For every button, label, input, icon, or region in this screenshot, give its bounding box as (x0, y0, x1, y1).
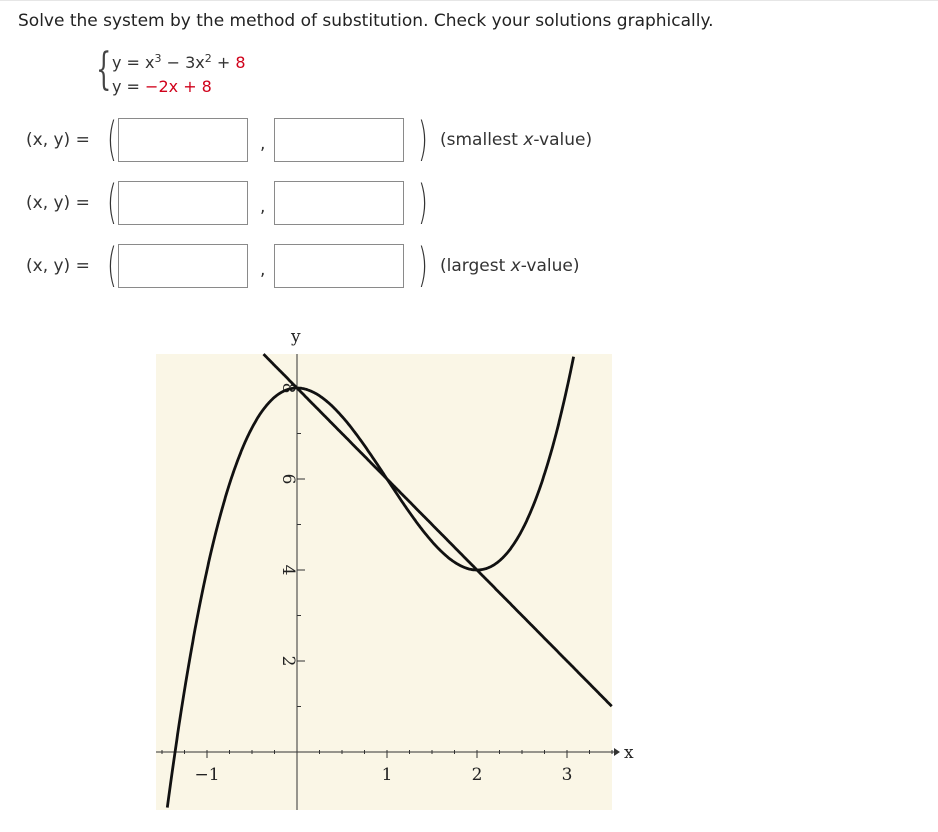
x-axis-arrow (614, 748, 620, 756)
equation-2: y = −2x + 8 (112, 77, 212, 96)
x-tick-label: 2 (471, 765, 483, 785)
pair-label: (x, y) = (26, 130, 90, 150)
x-tick-label: −1 (194, 765, 220, 785)
open-paren: ( (107, 238, 117, 292)
smallest-x-note: (smallest x-value) (440, 130, 593, 150)
pair-label: (x, y) = (26, 193, 90, 213)
y-tick-label: 6 (278, 473, 298, 485)
x-tick-label: 3 (561, 765, 573, 785)
y-tick-label: 4 (278, 564, 298, 576)
y-tick-label: 8 (278, 382, 298, 394)
y-tick-label: 2 (278, 655, 298, 667)
y-axis-label: y (291, 327, 301, 347)
comma: , (260, 134, 266, 154)
open-paren: ( (107, 112, 117, 166)
largest-x-note: (largest x-value) (440, 256, 580, 276)
x-axis-label: x (624, 743, 634, 763)
open-paren: ( (107, 175, 117, 229)
close-paren: ) (418, 175, 428, 229)
comma: , (260, 260, 266, 280)
pair-label: (x, y) = (26, 256, 90, 276)
comma: , (260, 197, 266, 217)
question-text: Solve the system by the method of substitution. Check your solutions graphically. (18, 11, 714, 31)
close-paren: ) (418, 112, 428, 166)
x-tick-label: 1 (381, 765, 393, 785)
close-paren: ) (418, 238, 428, 292)
equation-1: $y = x^3 - 3x^2 + 8$ (112, 52, 246, 72)
plot-background (156, 354, 612, 810)
system-brace: { (96, 44, 112, 95)
